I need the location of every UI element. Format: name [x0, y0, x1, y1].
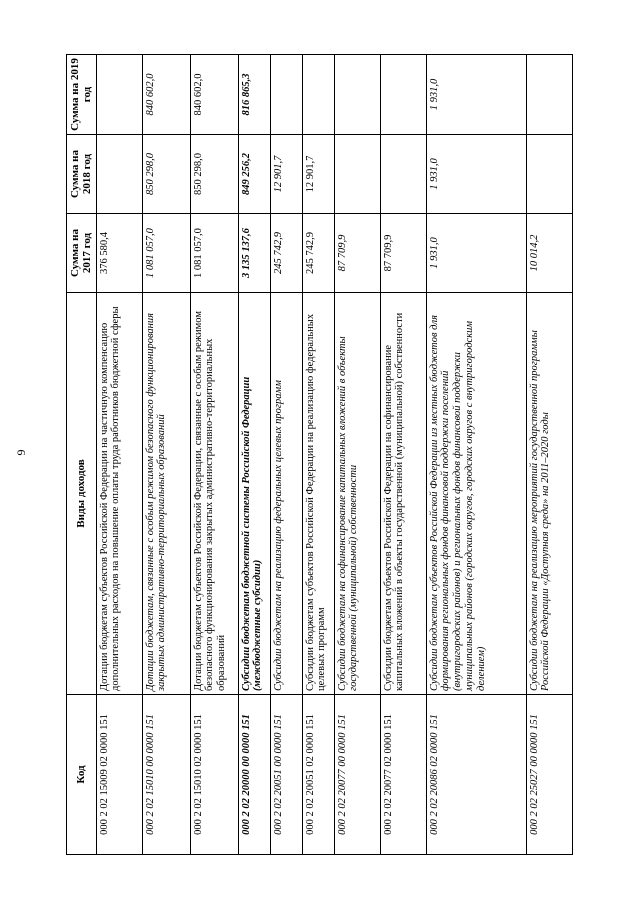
header-revenue-type: Виды доходов — [67, 293, 97, 695]
revenue-type-cell: Дотации бюджетам субъектов Российской Федерации на частичную компенсацию дополнительных расходов на повышение оплаты труда работников бюджетной сферы — [96, 293, 142, 695]
table-row — [190, 55, 238, 855]
code-cell: 000 2 02 20051 02 0000 151 — [302, 695, 334, 855]
sum-2019-cell: 840 602,0 — [142, 55, 190, 135]
code-cell: 000 2 02 20086 02 0000 151 — [426, 695, 526, 855]
revenue-type-cell: Субсидии бюджетам на реализацию мероприятий государственной программы Российской Федерации «Доступная среда» на 2011–2020 годы — [526, 293, 572, 695]
sum-2018-cell — [96, 135, 142, 214]
revenue-type-cell: Субсидии бюджетам бюджетной системы Российской Федерации (межбюджетные субсидии) — [238, 293, 270, 695]
table-header-row — [67, 55, 97, 855]
header-sum-2019: Сумма на 2019 год — [67, 55, 97, 135]
sum-2019-cell — [96, 55, 142, 135]
header-code: Код — [67, 695, 97, 855]
sum-2017-cell: 1 081 057,0 — [190, 214, 238, 293]
code-cell: 000 2 02 15010 02 0000 151 — [190, 695, 238, 855]
revenue-type-cell: Субсидии бюджетам на софинансирование капитальных вложений в объекты государственной (муниципальной) собственности — [334, 293, 380, 695]
table-row — [526, 55, 572, 855]
header-sum-2017: Сумма на 2017 год — [67, 214, 97, 293]
sum-2017-cell: 1 931,0 — [426, 214, 526, 293]
table-row — [238, 55, 270, 855]
revenue-type-cell: Дотации бюджетам, связанные с особым режимом безопасного функционирования закрытых административно-территориальных образований — [142, 293, 190, 695]
sum-2018-cell: 1 931,0 — [426, 135, 526, 214]
table-row — [270, 55, 302, 855]
sum-2017-cell: 245 742,9 — [270, 214, 302, 293]
code-cell: 000 2 02 20051 00 0000 151 — [270, 695, 302, 855]
sum-2018-cell — [380, 135, 426, 214]
sum-2017-cell: 87 709,9 — [380, 214, 426, 293]
revenue-type-cell: Субсидии бюджетам на реализацию федеральных целевых программ — [270, 293, 302, 695]
sum-2017-cell: 3 135 137,6 — [238, 214, 270, 293]
code-cell: 000 2 02 15009 02 0000 151 — [96, 695, 142, 855]
table-row — [380, 55, 426, 855]
sum-2017-cell: 1 081 057,0 — [142, 214, 190, 293]
sum-2019-cell — [270, 55, 302, 135]
table-row — [302, 55, 334, 855]
sum-2019-cell — [526, 55, 572, 135]
sum-2019-cell: 840 602,0 — [190, 55, 238, 135]
revenue-type-cell: Субсидии бюджетам субъектов Российской Федерации на реализацию федеральных целевых программ — [302, 293, 334, 695]
sum-2017-cell: 10 014,2 — [526, 214, 572, 293]
code-cell: 000 2 02 20077 00 0000 151 — [334, 695, 380, 855]
table-row — [96, 55, 142, 855]
sum-2017-cell: 376 580,4 — [96, 214, 142, 293]
sum-2017-cell: 87 709,9 — [334, 214, 380, 293]
table-row — [334, 55, 380, 855]
code-cell: 000 2 02 20077 02 0000 151 — [380, 695, 426, 855]
page-number: 9 — [14, 449, 28, 456]
sum-2019-cell: 1 931,0 — [426, 55, 526, 135]
code-cell: 000 2 02 15010 00 0000 151 — [142, 695, 190, 855]
sum-2018-cell — [334, 135, 380, 214]
header-sum-2018: Сумма на 2018 год — [67, 135, 97, 214]
sum-2018-cell: 12 901,7 — [270, 135, 302, 214]
code-cell: 000 2 02 20000 00 0000 151 — [238, 695, 270, 855]
revenue-table — [66, 54, 573, 855]
table-body — [96, 55, 572, 855]
sum-2019-cell — [302, 55, 334, 135]
sum-2019-cell: 816 865,3 — [238, 55, 270, 135]
table-row — [426, 55, 526, 855]
sum-2018-cell: 850 298,0 — [142, 135, 190, 214]
sum-2019-cell — [334, 55, 380, 135]
table-row — [142, 55, 190, 855]
revenue-type-cell: Субсидии бюджетам субъектов Российской Федерации из местных бюджетов для формирования региональных фондов финансовой поддержки поселений (внутригородских районов) и региональных фондов финансовой поддержки муниципальных районов (городских округов, городских округов с внутригородским делением) — [426, 293, 526, 695]
sum-2018-cell: 12 901,7 — [302, 135, 334, 214]
sum-2018-cell: 849 256,2 — [238, 135, 270, 214]
sum-2019-cell — [380, 55, 426, 135]
sum-2018-cell: 850 298,0 — [190, 135, 238, 214]
revenue-type-cell: Дотации бюджетам субъектов Российской Федерации, связанные с особым режимом безопасного функционирования закрытых административно-территориальных образований — [190, 293, 238, 695]
code-cell: 000 2 02 25027 00 0000 151 — [526, 695, 572, 855]
sum-2018-cell — [526, 135, 572, 214]
sum-2017-cell: 245 742,9 — [302, 214, 334, 293]
revenue-type-cell: Субсидии бюджетам субъектов Российской Федерации на софинансирование капитальных вложений в объекты государственной (муниципальной) собственности — [380, 293, 426, 695]
